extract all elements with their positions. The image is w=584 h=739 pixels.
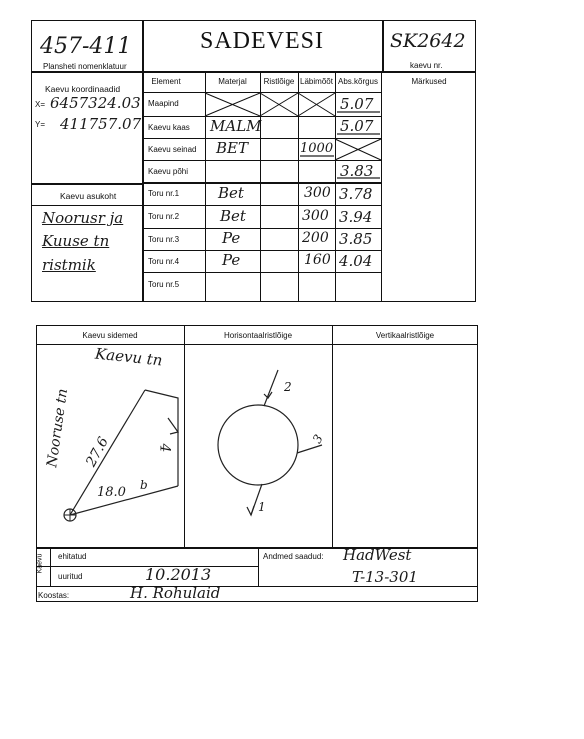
location-line3: ristmik: [42, 256, 96, 274]
col-notes: Märkused: [411, 77, 447, 86]
plan-label: Plansheti nomenklatuur: [43, 62, 127, 71]
row-element: Toru nr.5: [148, 280, 180, 289]
row-element: Toru nr.3: [148, 235, 180, 244]
row-diameter: 300: [304, 185, 331, 201]
sketch-noorus-label: Nooruse tn: [44, 387, 72, 469]
row-element: Toru nr.1: [148, 189, 180, 198]
compiled-value: H. Rohulaid: [130, 584, 221, 602]
row-diameter: 200: [302, 230, 329, 246]
surveyed-value: 10.2013: [145, 565, 212, 584]
col-abs: Abs.kõrgus: [337, 77, 379, 86]
col-horizontal-section: Horisontaalristlõige: [223, 331, 293, 340]
location-line1: Noorusr ja: [42, 209, 124, 227]
col-material: Materjal: [218, 77, 247, 86]
row-abs: 3.78: [339, 185, 373, 203]
row-abs: 3.85: [339, 230, 373, 248]
col-vertical-section: Vertikaalristlõige: [375, 331, 435, 340]
y-value: 411757.07: [60, 115, 142, 133]
x-label: X=: [35, 100, 46, 109]
side-label: Kaevu: [36, 553, 44, 574]
coords-label: Kaevu koordinaadid: [45, 84, 121, 94]
compiled-label: Koostas:: [38, 591, 70, 600]
location-line2: Kuuse tn: [42, 232, 110, 250]
row-diameter: 300: [302, 208, 329, 224]
sketch-mark-b: b: [140, 478, 148, 492]
row-material: Pe: [222, 251, 241, 269]
row-diameter: 160: [304, 252, 331, 268]
built-label: ehitatud: [58, 552, 87, 561]
row-element: Kaevu põhi: [148, 167, 189, 176]
row-material: BET: [216, 139, 248, 157]
data-value-1: HadWest: [343, 546, 412, 564]
data-value-2: T-13-301: [352, 568, 418, 586]
sketch-distance-27: 27.6: [83, 434, 112, 470]
location-label: Kaevu asukoht: [60, 191, 117, 201]
row-abs: 3.83: [340, 162, 374, 180]
plan-number: 457-411: [40, 34, 132, 59]
row-abs: 4.04: [339, 252, 373, 270]
well-number: SK2642: [390, 30, 466, 52]
col-connections: Kaevu sidemed: [82, 331, 138, 340]
row-abs: 5.07: [340, 95, 374, 113]
col-section: Ristlõige: [263, 77, 295, 86]
row-element: Kaevu seinad: [148, 145, 197, 154]
row-material: Pe: [222, 229, 241, 247]
sketch-mark-4: 4: [156, 443, 173, 453]
surveyed-label: uuritud: [58, 572, 83, 581]
row-abs: 5.07: [340, 117, 374, 135]
sketch-distance-18: 18.0: [97, 485, 126, 500]
row-element: Kaevu kaas: [148, 123, 190, 132]
row-material: Bet: [220, 207, 246, 225]
pipe-label-1: 1: [258, 500, 266, 514]
row-material: Bet: [218, 184, 244, 202]
x-value: 6457324.03: [50, 94, 141, 112]
row-element: Toru nr.2: [148, 212, 180, 221]
row-element: Maapind: [148, 99, 179, 108]
data-label: Andmed saadud:: [263, 552, 324, 561]
pipe-label-3: 3: [309, 432, 326, 446]
y-label: Y=: [35, 120, 46, 129]
row-diameter: 1000: [300, 141, 334, 156]
col-diameter: Läbimõõt: [300, 77, 333, 86]
pipe-label-2: 2: [284, 380, 292, 394]
page-title: SADEVESI: [199, 28, 324, 54]
sketch-kaevu-label: Kaevu tn: [94, 344, 164, 370]
col-element: Element: [151, 77, 181, 86]
row-material: MALM: [210, 117, 262, 135]
well-label: kaevu nr.: [410, 61, 443, 70]
row-abs: 3.94: [339, 208, 373, 226]
row-element: Toru nr.4: [148, 257, 180, 266]
